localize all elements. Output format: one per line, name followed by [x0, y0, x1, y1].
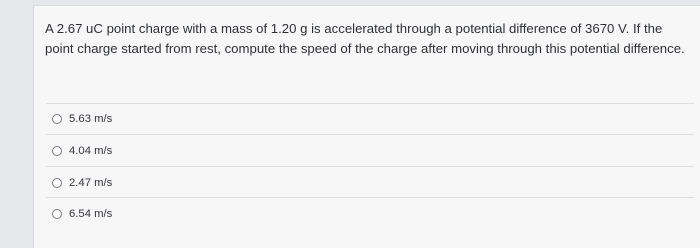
divider — [46, 197, 694, 198]
divider — [46, 103, 694, 104]
answer-label: 6.54 m/s — [69, 208, 113, 220]
radio-button[interactable] — [52, 209, 62, 219]
answer-option-1[interactable] — [52, 110, 112, 128]
question-text: A 2.67 uC point charge with a mass of 1.20 g is accelerated through a potential difference of 3670 V. If the point charge started from rest, compute the speed of the charge after moving through this potential difference. — [45, 21, 685, 56]
divider — [46, 166, 694, 167]
answer-label: 2.47 m/s — [69, 177, 113, 189]
answer-label: 5.63 m/s — [69, 113, 113, 125]
divider — [46, 134, 694, 135]
radio-button[interactable] — [52, 178, 62, 188]
radio-button[interactable] — [52, 114, 62, 124]
question-card — [33, 5, 700, 248]
answer-option-2[interactable] — [52, 142, 112, 160]
radio-button[interactable] — [52, 146, 62, 156]
answer-option-3[interactable] — [52, 174, 112, 192]
answer-option-4[interactable] — [52, 205, 112, 223]
answer-label: 4.04 m/s — [69, 145, 113, 157]
